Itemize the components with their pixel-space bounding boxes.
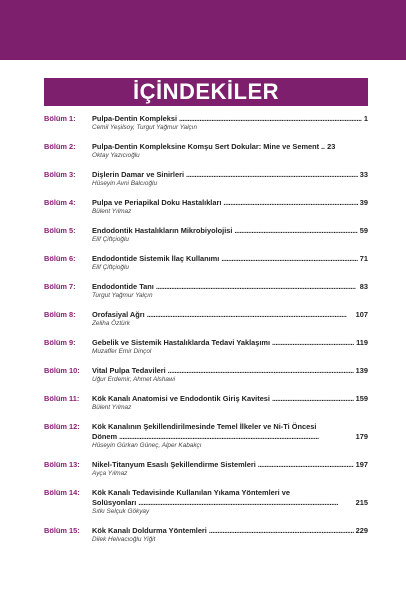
chapter-authors: Dilek Helvacıoğlu Yiğit xyxy=(92,536,156,543)
leader-dots xyxy=(258,460,354,470)
leader-dots xyxy=(272,394,354,404)
table-of-contents xyxy=(44,114,368,544)
page-number: 229 xyxy=(355,526,368,535)
chapter-label: Bölüm 3: xyxy=(44,170,76,179)
chapter-title: Endodontide Sistemik İlaç Kullanımı xyxy=(92,254,220,263)
leader-dots xyxy=(168,366,354,376)
toc-entry-7 xyxy=(44,282,368,300)
chapter-title: Endodontide Tanı xyxy=(92,282,154,291)
chapter-label: Bölüm 2: xyxy=(44,142,76,151)
chapter-title: Orofasiyal Ağrı xyxy=(92,310,145,319)
page-number: 23 xyxy=(327,142,336,151)
chapter-label: Bölüm 8: xyxy=(44,310,76,319)
chapter-label: Bölüm 9: xyxy=(44,338,76,347)
chapter-label: Bölüm 15: xyxy=(44,526,80,535)
leader-dots xyxy=(209,526,354,536)
chapter-label: Bölüm 6: xyxy=(44,254,76,263)
chapter-authors: Hüseyin Gürkan Güneç, Alper Kabakçı xyxy=(92,442,202,449)
toc-entry-6 xyxy=(44,254,368,272)
chapter-title: Pulpa-Dentin Kompleksine Komşu Sert Dokular: Mine ve Sement xyxy=(92,142,320,151)
chapter-label: Bölüm 14: xyxy=(44,488,80,497)
chapter-title: Endodontik Hastalıkların Mikrobiyolojisi xyxy=(92,226,233,235)
chapter-label: Bölüm 11: xyxy=(44,394,80,403)
chapter-title: Pulpa-Dentin Kompleksi xyxy=(92,114,178,123)
chapter-title: Nikel-Titanyum Esaslı Şekillendirme Sistemleri xyxy=(92,460,256,469)
chapter-label: Bölüm 7: xyxy=(44,282,76,291)
page-number: 39 xyxy=(359,198,368,207)
page-number: 159 xyxy=(355,394,368,403)
chapter-authors: Elif Çiftçioğlu xyxy=(92,264,129,271)
chapter-title: Dişlerin Damar ve Sinirleri xyxy=(92,170,185,179)
toc-entry-2 xyxy=(44,142,368,160)
toc-entry-5 xyxy=(44,226,368,244)
chapter-label: Bölüm 13: xyxy=(44,460,80,469)
chapter-title: Vital Pulpa Tedavileri xyxy=(92,366,166,375)
chapter-authors: Bülent Yılmaz xyxy=(92,404,132,411)
page-number: 139 xyxy=(355,366,368,375)
toc-entry-3 xyxy=(44,170,368,188)
toc-entry-13 xyxy=(44,460,368,478)
leader-dots xyxy=(221,254,357,264)
leader-dots xyxy=(119,432,354,442)
leader-dots xyxy=(234,226,357,236)
chapter-authors: Hüseyin Avni Balcıoğlu xyxy=(92,180,158,187)
page-number: 119 xyxy=(356,338,368,347)
chapter-title: Gebelik ve Sistemik Hastalıklarda Tedavi Yaklaşımı xyxy=(92,338,271,347)
toc-entry-14 xyxy=(44,488,368,516)
chapter-authors: Sıtkı Selçuk Gökyay xyxy=(92,508,150,515)
chapter-authors: Bülent Yılmaz xyxy=(92,208,132,215)
page-number: 179 xyxy=(355,432,368,441)
page-number: 83 xyxy=(359,282,368,291)
chapter-label: Bölüm 5: xyxy=(44,226,76,235)
leader-dots xyxy=(179,114,362,124)
chapter-authors: Muzaffer Emir Dinçol xyxy=(92,348,152,355)
toc-entry-8 xyxy=(44,310,368,328)
chapter-label: Bölüm 1: xyxy=(44,114,76,123)
toc-entry-11 xyxy=(44,394,368,412)
chapter-title: Kök Kanalı Anatomisi ve Endodontik Giriş Kavitesi xyxy=(92,394,270,403)
chapter-authors: Elif Çiftçioğlu xyxy=(92,236,129,243)
page-title: İÇİNDEKİLER xyxy=(132,79,280,104)
chapter-authors: Oktay Yazıcıoğlu xyxy=(92,152,140,159)
leader-dots xyxy=(147,310,354,320)
page-number: 1 xyxy=(363,114,368,123)
chapter-authors: Cemil Yeşilsoy, Turgut Yağmur Yalçın xyxy=(92,124,198,131)
chapter-authors: Ayça Yılmaz xyxy=(92,470,128,477)
title-banner xyxy=(44,78,368,106)
page-number: 197 xyxy=(355,460,368,469)
toc-entry-10 xyxy=(44,366,368,384)
toc-entry-4 xyxy=(44,198,368,216)
chapter-title-line2: Solüsyonları xyxy=(92,498,137,507)
chapter-title-line1: Kök Kanalının Şekillendirilmesinde Temel İlkeler ve Ni-Ti Öncesi xyxy=(92,422,317,431)
toc-entry-9 xyxy=(44,338,368,356)
toc-entry-1 xyxy=(44,114,368,132)
chapter-label: Bölüm 10: xyxy=(44,366,80,375)
chapter-label: Bölüm 12: xyxy=(44,422,80,431)
header-band xyxy=(0,0,406,60)
leader-dots xyxy=(138,498,353,508)
leader-dots xyxy=(272,338,354,348)
page-number: 71 xyxy=(359,254,368,263)
leader-dots xyxy=(223,198,357,208)
toc-entry-12 xyxy=(44,422,368,450)
leader-dots xyxy=(186,170,358,180)
page-number: 107 xyxy=(355,310,368,319)
chapter-authors: Turgut Yağmur Yalçın xyxy=(92,292,153,299)
chapter-title-line1: Kök Kanalı Tedavisinde Kullanılan Yıkama Yöntemleri ve xyxy=(92,488,290,497)
chapter-authors: Uğur Erdemir, Ahmet Alshawi xyxy=(92,376,175,383)
chapter-title-line2: Dönem xyxy=(92,432,118,441)
toc-entry-15 xyxy=(44,526,368,544)
chapter-title: Pulpa ve Periapikal Doku Hastalıkları xyxy=(92,198,222,207)
page-number: 33 xyxy=(359,170,368,179)
page-number: 59 xyxy=(359,226,368,235)
chapter-authors: Zeliha Öztürk xyxy=(92,320,131,327)
leader-dots xyxy=(321,142,325,152)
chapter-label: Bölüm 4: xyxy=(44,198,76,207)
leader-dots xyxy=(156,282,358,292)
chapter-title: Kök Kanalı Doldurma Yöntemleri xyxy=(92,526,207,535)
page-number: 215 xyxy=(355,498,368,507)
